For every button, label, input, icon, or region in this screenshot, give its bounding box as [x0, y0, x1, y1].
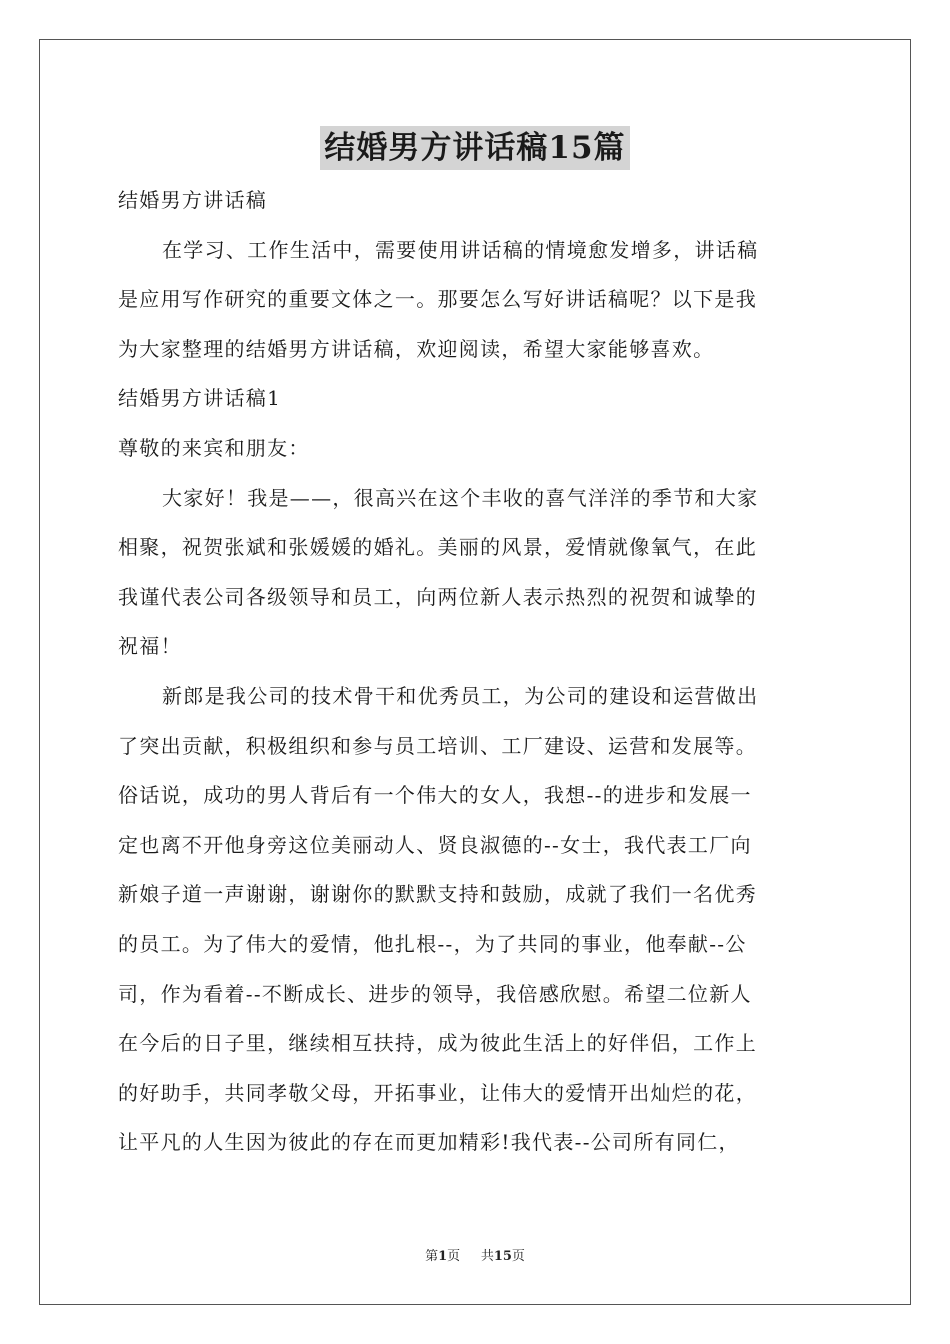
text-line: 结婚男方讲话稿1	[118, 386, 282, 411]
text-line: 定也离不开他身旁这位美丽动人、贤良淑德的--女士，我代表工厂向	[118, 832, 752, 857]
text-line: 尊敬的来宾和朋友：	[118, 435, 310, 460]
text-line: 让平凡的人生因为彼此的存在而更加精彩!我代表--公司所有同仁，	[118, 1130, 740, 1155]
footer-page-suffix: 页	[447, 1249, 461, 1264]
document-body	[118, 176, 832, 1168]
text-line: 在今后的日子里，继续相互扶持，成为彼此生活上的好伴侣，工作上	[118, 1031, 757, 1056]
text-line: 新娘子道一声谢谢，谢谢你的默默支持和鼓励，成就了我们一名优秀	[118, 882, 757, 907]
footer-total-number: 15	[493, 1249, 512, 1264]
text-line: 为大家整理的结婚男方讲话稿，欢迎阅读，希望大家能够喜欢。	[118, 336, 715, 361]
title-wrap	[0, 126, 950, 170]
document-title: 结婚男方讲话稿15篇	[320, 126, 629, 170]
text-line: 是应用写作研究的重要文体之一。那要怎么写好讲话稿呢？以下是我	[118, 287, 757, 312]
text-line: 俗话说，成功的男人背后有一个伟大的女人，我想--的进步和发展一	[118, 783, 752, 808]
text-line: 我谨代表公司各级领导和员工，向两位新人表示热烈的祝贺和诚挚的	[118, 584, 757, 609]
text-line: 司，作为看着--不断成长、进步的领导，我倍感欣慰。希望二位新人	[118, 981, 752, 1006]
footer-page-prefix: 第	[425, 1249, 439, 1264]
text-line: 结婚男方讲话稿	[118, 188, 268, 212]
text-line: 在学习、工作生活中，需要使用讲话稿的情境愈发增多，讲话稿	[162, 237, 759, 262]
text-line: 祝福！	[118, 634, 182, 659]
text-line: 了突出贡献，积极组织和参与员工培训、工厂建设、运营和发展等。	[118, 733, 757, 758]
text-line: 大家好！我是——，很高兴在这个丰收的喜气洋洋的季节和大家	[162, 485, 759, 510]
page-footer	[0, 1245, 950, 1264]
footer-total-prefix: 共	[480, 1249, 494, 1264]
text-line: 的员工。为了伟大的爱情，他扎根--，为了共同的事业，他奉献--公	[118, 931, 747, 956]
text-line: 相聚，祝贺张斌和张媛媛的婚礼。美丽的风景，爱情就像氧气，在此	[118, 535, 757, 560]
text-line: 新郎是我公司的技术骨干和优秀员工，为公司的建设和运营做出	[162, 683, 759, 708]
footer-page-number: 1	[438, 1249, 448, 1264]
footer-total-suffix: 页	[511, 1249, 525, 1264]
text-line: 的好助手，共同孝敬父母，开拓事业，让伟大的爱情开出灿烂的花，	[118, 1080, 757, 1105]
